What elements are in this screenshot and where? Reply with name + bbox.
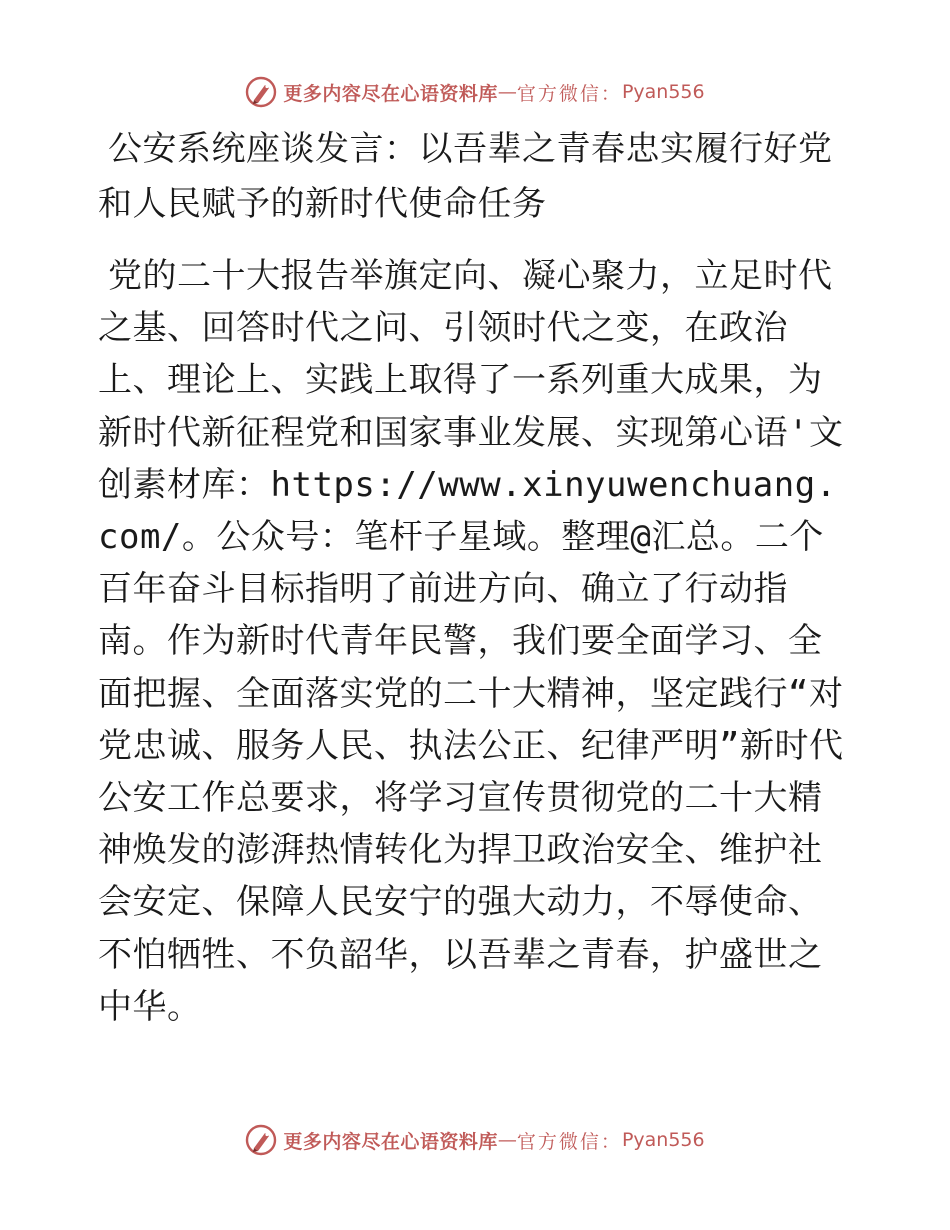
pen-nib-logo-icon: [245, 76, 277, 108]
banner-wechat-label: 官方微信：: [516, 1130, 622, 1153]
banner-wechat-id: Pyan556: [621, 81, 705, 103]
pen-nib-logo-icon: [245, 1124, 277, 1156]
footer-banner: [0, 1120, 950, 1160]
header-banner: [0, 72, 950, 112]
document-body-paragraph: 党的二十大报告举旗定向、凝心聚力，立足时代之基、回答时代之问、引领时代之变，在政治上、理论上、实践上取得了一系列重大成果，为新时代新征程党和国家事业发展、实现第心语'文创素材库：https://www.xinyuwenchuang.com/。公众号：笔杆子星域。整理@汇总。二个百年奋斗目标指明了前进方向、确立了行动指南。作为新时代青年民警，我们要全面学习、全面把握、全面落实党的二十大精神，坚定践行“对党忠诚、服务人民、执法公正、纪律严明”新时代公安工作总要求，将学习宣传贯彻党的二十大精神焕发的澎湃热情转化为捍卫政治安全、维护社会安定、保障人民安宁的强大动力，不辱使命、不怕牺牲、不负韶华，以吾辈之青春，护盛世之中华。: [98, 256, 844, 1027]
banner-main-text: 更多内容尽在心语资料库: [283, 1130, 498, 1153]
banner-separator: —: [497, 81, 517, 103]
banner-main-text: 更多内容尽在心语资料库: [283, 82, 498, 105]
document-title: 公安系统座谈发言：以吾辈之青春忠实履行好党和人民赋予的新时代使命任务: [98, 129, 833, 224]
banner-wechat-id: Pyan556: [621, 1129, 705, 1151]
banner-wechat-label: 官方微信：: [516, 82, 622, 105]
banner-separator: —: [497, 1129, 517, 1151]
